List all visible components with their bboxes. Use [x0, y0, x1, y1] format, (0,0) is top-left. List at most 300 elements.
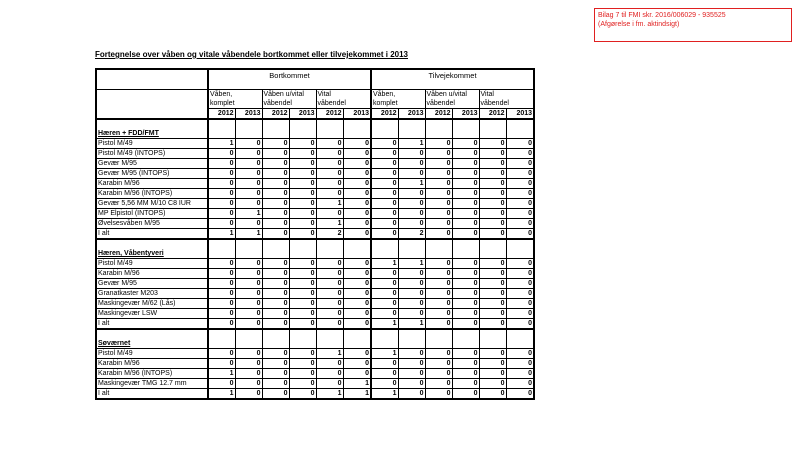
cell-value: 0: [452, 209, 479, 219]
cell-value: 0: [425, 369, 452, 379]
table-row: [96, 279, 534, 289]
cell-value: 0: [398, 169, 425, 179]
cell-value: 0: [479, 349, 506, 359]
cell-value: 0: [289, 139, 316, 149]
cell-value: 0: [316, 159, 343, 169]
case-stamp: [594, 8, 792, 42]
table-row-label: Maskingevær LSW: [96, 309, 208, 319]
table-row: [96, 349, 534, 359]
cell-value: 0: [262, 359, 289, 369]
group-header-row: [96, 69, 534, 80]
cell-value: 0: [289, 169, 316, 179]
cell-value: 0: [343, 229, 371, 240]
cell-value: 0: [262, 349, 289, 359]
cell-value: 0: [371, 229, 398, 240]
cell-value: 0: [208, 289, 235, 299]
cell-value: 0: [452, 309, 479, 319]
table-row-label: Maskingevær TMG 12.7 mm: [96, 379, 208, 389]
cell-value: 0: [425, 179, 452, 189]
cell-value: 0: [371, 359, 398, 369]
cell-value: 0: [506, 179, 534, 189]
table-row: [96, 359, 534, 369]
cell-value: 0: [235, 379, 262, 389]
cell-value: 0: [208, 279, 235, 289]
total-row: [96, 319, 534, 330]
cell-value: 0: [316, 169, 343, 179]
table-row: [96, 139, 534, 149]
table-row-label: Gevær 5,56 MM M/10 C8 IUR: [96, 199, 208, 209]
cell-value: 1: [398, 319, 425, 330]
cell-value: 0: [343, 139, 371, 149]
subheader-line2: komplet: [371, 99, 425, 109]
cell-value: 0: [398, 349, 425, 359]
cell-value: 0: [506, 359, 534, 369]
cell-value: 0: [479, 369, 506, 379]
cell-value: 0: [208, 209, 235, 219]
cell-value: 0: [208, 199, 235, 209]
cell-value: 0: [371, 219, 398, 229]
stamp-line-2: (Afgørelse i fm. aktindsigt): [598, 21, 680, 28]
cell-value: 0: [235, 159, 262, 169]
cell-value: 0: [289, 269, 316, 279]
cell-value: 0: [506, 139, 534, 149]
cell-value: 0: [398, 359, 425, 369]
cell-value: 0: [316, 269, 343, 279]
cell-value: 0: [452, 379, 479, 389]
cell-value: 0: [398, 369, 425, 379]
cell-value: 0: [262, 389, 289, 400]
table-row: [96, 299, 534, 309]
cell-value: 0: [343, 219, 371, 229]
cell-value: 0: [289, 299, 316, 309]
cell-value: 0: [235, 319, 262, 330]
cell-value: 0: [398, 189, 425, 199]
cell-value: 0: [398, 309, 425, 319]
cell-value: 1: [208, 389, 235, 400]
cell-value: 0: [506, 169, 534, 179]
cell-value: 0: [506, 349, 534, 359]
cell-value: 0: [506, 289, 534, 299]
cell-value: 0: [479, 139, 506, 149]
total-row-label: I alt: [96, 319, 208, 330]
cell-value: 0: [343, 359, 371, 369]
cell-value: 0: [289, 229, 316, 240]
cell-value: 0: [343, 279, 371, 289]
cell-value: 0: [425, 199, 452, 209]
cell-value: 0: [452, 229, 479, 240]
cell-value: 0: [452, 319, 479, 330]
table-row: [96, 199, 534, 209]
cell-value: 0: [506, 229, 534, 240]
cell-value: 0: [371, 169, 398, 179]
cell-value: 0: [343, 159, 371, 169]
cell-value: 0: [316, 289, 343, 299]
table-row: [96, 289, 534, 299]
cell-value: 0: [425, 309, 452, 319]
subheader-line2: våbendel: [316, 99, 371, 109]
cell-value: 0: [479, 309, 506, 319]
cell-value: 0: [208, 189, 235, 199]
cell-value: 0: [425, 349, 452, 359]
cell-value: 0: [371, 269, 398, 279]
cell-value: 0: [425, 139, 452, 149]
cell-value: 0: [208, 349, 235, 359]
year-header: 2013: [289, 109, 316, 120]
cell-value: 1: [343, 389, 371, 400]
page-title: Fortegnelse over våben og vitale våbendele bortkommet eller tilvejekommet i 2013: [95, 50, 409, 59]
table-row-label: Pistol M/49: [96, 139, 208, 149]
cell-value: 0: [316, 189, 343, 199]
cell-value: 0: [371, 279, 398, 289]
cell-value: 0: [479, 359, 506, 369]
cell-value: 1: [343, 379, 371, 389]
cell-value: 0: [425, 149, 452, 159]
cell-value: 1: [316, 389, 343, 400]
cell-value: 0: [398, 379, 425, 389]
cell-value: 0: [289, 179, 316, 189]
cell-value: 0: [343, 179, 371, 189]
cell-value: 0: [398, 279, 425, 289]
cell-value: 0: [235, 149, 262, 159]
group-bortkommet: Bortkommet: [208, 69, 371, 80]
cell-value: 0: [479, 159, 506, 169]
cell-value: 0: [289, 309, 316, 319]
cell-value: 0: [371, 179, 398, 189]
cell-value: 0: [371, 299, 398, 309]
cell-value: 0: [289, 209, 316, 219]
cell-value: 0: [506, 279, 534, 289]
cell-value: 0: [425, 219, 452, 229]
cell-value: 0: [208, 309, 235, 319]
cell-value: 0: [479, 319, 506, 330]
cell-value: 0: [425, 359, 452, 369]
cell-value: 0: [316, 319, 343, 330]
cell-value: 0: [479, 179, 506, 189]
cell-value: 0: [425, 379, 452, 389]
subheader-row-2: [96, 99, 534, 109]
cell-value: 0: [235, 259, 262, 269]
cell-value: 0: [425, 169, 452, 179]
table-row: [96, 369, 534, 379]
cell-value: 0: [262, 199, 289, 209]
cell-value: 0: [398, 159, 425, 169]
subheader-line1: Vital: [479, 90, 534, 100]
cell-value: 0: [235, 299, 262, 309]
cell-value: 0: [343, 289, 371, 299]
year-header: 2012: [371, 109, 398, 120]
cell-value: 0: [208, 379, 235, 389]
subheader-line1: Våben u/vital: [262, 90, 316, 100]
cell-value: 0: [289, 349, 316, 359]
cell-value: 0: [425, 319, 452, 330]
year-header: 2013: [506, 109, 534, 120]
table-row-label: Karabin M/96: [96, 359, 208, 369]
table-row-label: Gevær M/95: [96, 279, 208, 289]
cell-value: 0: [506, 209, 534, 219]
cell-value: 0: [262, 139, 289, 149]
cell-value: 0: [506, 299, 534, 309]
cell-value: 0: [452, 349, 479, 359]
total-row-label: I alt: [96, 229, 208, 240]
cell-value: 1: [208, 139, 235, 149]
section-title-row: [96, 339, 534, 349]
cell-value: 0: [452, 289, 479, 299]
cell-value: 0: [479, 269, 506, 279]
cell-value: 0: [452, 219, 479, 229]
cell-value: 0: [262, 369, 289, 379]
cell-value: 0: [343, 309, 371, 319]
cell-value: 0: [425, 259, 452, 269]
cell-value: 0: [425, 389, 452, 400]
cell-value: 1: [235, 229, 262, 240]
cell-value: 0: [262, 189, 289, 199]
cell-value: 0: [289, 319, 316, 330]
cell-value: 0: [262, 309, 289, 319]
cell-value: 0: [343, 299, 371, 309]
cell-value: 0: [262, 269, 289, 279]
table-row: [96, 259, 534, 269]
cell-value: 0: [398, 209, 425, 219]
year-header: 2012: [316, 109, 343, 120]
cell-value: 0: [289, 389, 316, 400]
year-header: 2012: [208, 109, 235, 120]
cell-value: 0: [425, 159, 452, 169]
cell-value: 0: [371, 199, 398, 209]
table-row-label: Pistol M/49 (INTOPS): [96, 149, 208, 159]
table-row-label: Karabin M/96: [96, 269, 208, 279]
cell-value: 0: [262, 229, 289, 240]
cell-value: 0: [452, 359, 479, 369]
cell-value: 1: [371, 259, 398, 269]
cell-value: 0: [262, 209, 289, 219]
cell-value: 0: [506, 319, 534, 330]
cell-value: 0: [343, 189, 371, 199]
cell-value: 0: [208, 359, 235, 369]
cell-value: 0: [208, 159, 235, 169]
cell-value: 0: [262, 279, 289, 289]
cell-value: 0: [208, 259, 235, 269]
cell-value: 0: [452, 389, 479, 400]
cell-value: 1: [316, 219, 343, 229]
cell-value: 0: [479, 299, 506, 309]
cell-value: 0: [208, 219, 235, 229]
cell-value: 0: [398, 299, 425, 309]
cell-value: 0: [371, 209, 398, 219]
cell-value: 0: [452, 189, 479, 199]
cell-value: 0: [235, 359, 262, 369]
year-header: 2013: [235, 109, 262, 120]
subheader-line2: våbendel: [479, 99, 534, 109]
table-row-label: Gevær M/95 (INTOPS): [96, 169, 208, 179]
section-title-row: [96, 249, 534, 259]
cell-value: 0: [343, 209, 371, 219]
subheader-line2: våbendel: [425, 99, 479, 109]
cell-value: 0: [479, 289, 506, 299]
cell-value: 0: [452, 269, 479, 279]
table-row: [96, 309, 534, 319]
total-row: [96, 229, 534, 240]
table-row: [96, 219, 534, 229]
stamp-line-1: Bilag 7 til FMI skr. 2016/006029 - 935525: [598, 12, 726, 19]
cell-value: 0: [262, 289, 289, 299]
cell-value: 0: [479, 199, 506, 209]
cell-value: 0: [262, 379, 289, 389]
cell-value: 0: [235, 389, 262, 400]
table-row-label: Gevær M/95: [96, 159, 208, 169]
subheader-row-1: [96, 90, 534, 100]
cell-value: 0: [479, 259, 506, 269]
cell-value: 0: [235, 289, 262, 299]
table-row-label: Maskingevær M/62 (Lås): [96, 299, 208, 309]
year-header: 2013: [343, 109, 371, 120]
cell-value: 0: [479, 169, 506, 179]
total-row: [96, 389, 534, 400]
cell-value: 0: [452, 169, 479, 179]
cell-value: 0: [316, 369, 343, 379]
cell-value: 0: [398, 289, 425, 299]
cell-value: 0: [289, 359, 316, 369]
cell-value: 0: [262, 149, 289, 159]
cell-value: 0: [479, 149, 506, 159]
cell-value: 0: [289, 219, 316, 229]
table-row: [96, 269, 534, 279]
cell-value: 0: [425, 189, 452, 199]
cell-value: 0: [479, 389, 506, 400]
cell-value: 0: [506, 269, 534, 279]
cell-value: 0: [506, 259, 534, 269]
table-row-label: MP Elpistol (INTOPS): [96, 209, 208, 219]
year-header: 2012: [425, 109, 452, 120]
cell-value: 0: [371, 289, 398, 299]
cell-value: 0: [371, 189, 398, 199]
cell-value: 0: [235, 189, 262, 199]
cell-value: 0: [316, 259, 343, 269]
cell-value: 0: [262, 179, 289, 189]
cell-value: 0: [425, 279, 452, 289]
cell-value: 0: [452, 259, 479, 269]
cell-value: 0: [371, 379, 398, 389]
cell-value: 0: [398, 219, 425, 229]
cell-value: 1: [398, 179, 425, 189]
year-header: 2013: [398, 109, 425, 120]
cell-value: 0: [452, 199, 479, 209]
cell-value: 0: [235, 219, 262, 229]
cell-value: 0: [371, 139, 398, 149]
cell-value: 0: [343, 269, 371, 279]
cell-value: 0: [316, 359, 343, 369]
cell-value: 0: [371, 369, 398, 379]
cell-value: 0: [398, 199, 425, 209]
cell-value: 0: [316, 309, 343, 319]
cell-value: 0: [479, 279, 506, 289]
cell-value: 0: [208, 299, 235, 309]
cell-value: 0: [289, 379, 316, 389]
cell-value: 0: [506, 149, 534, 159]
year-header-row: [96, 109, 534, 120]
cell-value: 0: [343, 259, 371, 269]
table-row-label: Karabin M/96: [96, 179, 208, 189]
cell-value: 0: [289, 199, 316, 209]
cell-value: 0: [343, 349, 371, 359]
cell-value: 0: [398, 389, 425, 400]
subheader-line1: Våben,: [371, 90, 425, 100]
cell-value: 0: [208, 319, 235, 330]
cell-value: 0: [289, 279, 316, 289]
cell-value: 0: [506, 199, 534, 209]
cell-value: 1: [371, 319, 398, 330]
table-row: [96, 189, 534, 199]
table-row-label: Granatkaster M203: [96, 289, 208, 299]
cell-value: 0: [425, 299, 452, 309]
cell-value: 0: [452, 179, 479, 189]
cell-value: 0: [235, 349, 262, 359]
cell-value: 0: [316, 139, 343, 149]
cell-value: 0: [289, 189, 316, 199]
cell-value: 0: [208, 179, 235, 189]
cell-value: 0: [235, 139, 262, 149]
section-title: Hæren + FDD/FMT: [96, 129, 208, 139]
cell-value: 0: [316, 279, 343, 289]
cell-value: 0: [343, 149, 371, 159]
table-row-label: Pistol M/49: [96, 349, 208, 359]
section-title-row: [96, 129, 534, 139]
cell-value: 0: [208, 149, 235, 159]
cell-value: 0: [235, 279, 262, 289]
cell-value: 0: [235, 169, 262, 179]
cell-value: 0: [316, 209, 343, 219]
table-row: [96, 159, 534, 169]
cell-value: 0: [452, 299, 479, 309]
cell-value: 0: [479, 379, 506, 389]
table-row: [96, 379, 534, 389]
cell-value: 0: [479, 229, 506, 240]
table-row: [96, 149, 534, 159]
year-header: 2012: [262, 109, 289, 120]
cell-value: 0: [479, 209, 506, 219]
cell-value: 0: [506, 159, 534, 169]
cell-value: 0: [479, 219, 506, 229]
cell-value: 0: [506, 369, 534, 379]
cell-value: 0: [506, 389, 534, 400]
cell-value: 0: [289, 289, 316, 299]
cell-value: 0: [371, 309, 398, 319]
table-row-label: Karabin M/96 (INTOPS): [96, 369, 208, 379]
cell-value: 0: [262, 259, 289, 269]
cell-value: 0: [235, 269, 262, 279]
year-header: 2012: [479, 109, 506, 120]
cell-value: 0: [506, 219, 534, 229]
section-title: Søværnet: [96, 339, 208, 349]
cell-value: 1: [316, 349, 343, 359]
weapons-table: [95, 68, 535, 400]
cell-value: 0: [235, 199, 262, 209]
cell-value: 0: [452, 159, 479, 169]
cell-value: 0: [289, 369, 316, 379]
cell-value: 0: [425, 289, 452, 299]
cell-value: 0: [262, 159, 289, 169]
cell-value: 0: [316, 149, 343, 159]
cell-value: 0: [343, 319, 371, 330]
cell-value: 0: [425, 209, 452, 219]
cell-value: 0: [398, 149, 425, 159]
cell-value: 0: [479, 189, 506, 199]
table-row: [96, 169, 534, 179]
table-row: [96, 179, 534, 189]
cell-value: 0: [343, 369, 371, 379]
cell-value: 0: [425, 229, 452, 240]
subheader-line2: våbendel: [262, 99, 316, 109]
cell-value: 0: [371, 149, 398, 159]
